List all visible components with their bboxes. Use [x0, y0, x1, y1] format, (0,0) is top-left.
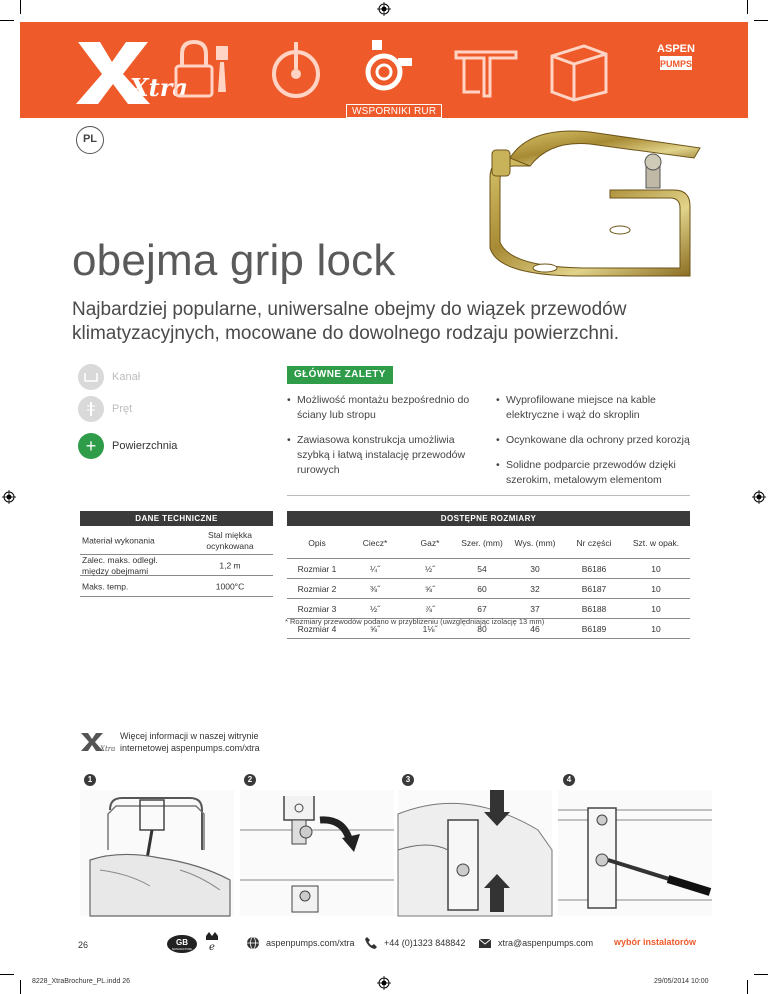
footer-phone[interactable] [364, 936, 465, 950]
benefits-heading: GŁÓWNE ZALETY [287, 366, 393, 384]
step-number: 2 [244, 774, 256, 786]
table-cell: 10 [651, 623, 661, 634]
email-icon [478, 936, 492, 950]
file-slug: 8228_XtraBrochure_PL.indd 26 [32, 978, 131, 985]
registration-mark-icon [2, 490, 16, 504]
svg-text:e: e [209, 942, 215, 953]
page-title: obejma grip lock [72, 236, 396, 285]
table-cell: B6186 [581, 563, 607, 574]
crop-mark [0, 20, 14, 21]
xtra-small-logo [80, 731, 116, 753]
table-cell: Rozmiar 4 [297, 623, 337, 634]
column-header: Wys. (mm) [514, 537, 556, 548]
table-cell: 10 [651, 603, 661, 614]
column-header: Szer. (mm) [461, 537, 503, 548]
benefit-item: • Solidne podparcie przewodów dzięki szerokim, metalowym elementom [496, 458, 696, 488]
table-cell: 46 [530, 623, 540, 634]
plus-icon: + [78, 433, 104, 459]
column-header: Opis [308, 537, 326, 548]
technical-row [80, 577, 273, 597]
padlock-fitting-icon [170, 36, 242, 104]
benefit-item: • Możliwość montażu bezpośrednio do ściany lub stropu [287, 393, 487, 423]
application-label: Powierzchnia [112, 440, 178, 452]
gb-badge-sublabel: MANUFACTURE [172, 948, 192, 951]
footer-website[interactable] [246, 936, 355, 950]
technical-key: Maks. temp. [82, 581, 129, 591]
table-row [287, 579, 690, 599]
website-text: aspenpumps.com/xtra [266, 938, 355, 948]
benefit-item: • Wyprofilowane miejsce na kable elektryczne i wąż do skroplin [496, 393, 696, 423]
table-cell: ⅝˝ [425, 583, 435, 594]
language-badge: PL [76, 126, 104, 154]
table-cell: ⅝˝ [370, 623, 380, 634]
column-header: Nr części [576, 537, 612, 548]
crop-mark [754, 20, 768, 21]
technical-row [80, 527, 273, 555]
technical-value: 1,2 m [219, 560, 241, 570]
pipe-clip-icon [350, 36, 422, 104]
footer-email[interactable] [478, 936, 593, 950]
table-cell: B6188 [581, 603, 607, 614]
xtra-logo [70, 34, 188, 106]
xtra-small-logo-text: Xtra [100, 745, 116, 753]
installer-tagline: wybór instalatorów [614, 937, 697, 947]
registration-mark-icon [377, 976, 391, 990]
step-1-illustration [80, 790, 234, 916]
phone-icon [364, 936, 378, 950]
section-divider [287, 495, 690, 496]
step-number: 1 [84, 774, 96, 786]
crop-mark [20, 0, 21, 14]
date-slug: 29/05/2014 10:00 [654, 978, 709, 985]
crop-mark [20, 980, 21, 994]
page-number: 26 [78, 940, 89, 950]
step-number: 3 [402, 774, 414, 786]
more-info [80, 730, 290, 754]
technical-key: Zalec. maks. odległ. między obejmami [82, 554, 158, 576]
benefit-item: • Zawiasowa konstrukcja umożliwia szybką i łatwą instalację przewodów rurowych [287, 433, 487, 478]
application-label: Pręt [112, 403, 133, 415]
duct-icon [78, 364, 104, 390]
queens-award-icon [202, 930, 222, 956]
benefits-list-right [496, 393, 696, 498]
step-4-illustration [558, 790, 712, 916]
sizes-heading: DOSTĘPNE ROZMIARY [287, 511, 690, 526]
technical-row [80, 556, 273, 576]
step-3-illustration [398, 790, 552, 916]
column-header: Szt. w opak. [632, 537, 680, 548]
table-cell: Rozmiar 3 [297, 603, 337, 614]
xtra-logo-text: Xtra [130, 73, 188, 102]
column-header: Ciecz* [362, 537, 388, 548]
more-info-text: Więcej informacji w naszej witrynie internetowej aspenpumps.com/xtra [120, 731, 260, 753]
table-cell: ⅜˝ [370, 583, 380, 594]
gb-manufacture-badge [166, 934, 198, 954]
step-2-illustration [240, 790, 394, 916]
crop-mark [747, 0, 748, 14]
table-row [287, 599, 690, 619]
sizes-header-row [287, 527, 690, 559]
email-text: xtra@aspenpumps.com [498, 938, 594, 948]
table-cell: Rozmiar 2 [297, 583, 337, 594]
sizes-footnote: * Rozmiary przewodów podano w przybliżeniu (uwzględniając izolację 13 mm) [285, 617, 545, 626]
table-row [287, 559, 690, 579]
gb-badge-label: GB [176, 938, 188, 947]
phone-text: +44 (0)1323 848842 [384, 938, 466, 948]
table-cell: 60 [477, 583, 487, 594]
application-rod [78, 396, 132, 422]
application-label: Kanał [112, 371, 141, 383]
table-cell: 10 [651, 563, 661, 574]
crop-mark [0, 974, 14, 975]
application-surface [78, 433, 177, 459]
table-cell: ½˝ [370, 603, 380, 614]
box-icon [542, 36, 614, 104]
technical-heading: DANE TECHNICZNE [80, 511, 273, 526]
globe-icon [246, 936, 260, 950]
rod-icon [78, 396, 104, 422]
benefits-list-left [287, 393, 487, 488]
table-cell: 32 [530, 583, 540, 594]
page-subtitle: Najbardziej popularne, uniwersalne obejmy do wiązek przewodów klimatyzacyjnych, mocowane do dowolnego rodzaju powierzchni. [72, 299, 627, 344]
column-header: Gaz* [420, 537, 440, 548]
table-cell: B6189 [581, 623, 607, 634]
table-cell: 37 [530, 603, 540, 614]
pulley-icon [260, 36, 332, 104]
registration-mark-icon [752, 490, 766, 504]
table-cell: ⅞˝ [425, 603, 435, 614]
bracket-icon [450, 36, 522, 104]
table-cell: 30 [530, 563, 540, 574]
registration-mark-icon [377, 2, 391, 16]
aspen-logo-line1: ASPEN [657, 43, 695, 55]
technical-value: 1000°C [215, 581, 245, 591]
technical-value: Stal miękka ocynkowana [206, 529, 254, 551]
table-cell: ½˝ [425, 563, 435, 574]
table-cell: 1⅛˝ [422, 623, 438, 634]
step-number: 4 [563, 774, 575, 786]
crop-mark [754, 974, 768, 975]
section-tag: WSPORNIKI RUR [346, 104, 442, 118]
aspen-logo-line2: PUMPS [659, 59, 693, 69]
table-cell: 10 [651, 583, 661, 594]
table-cell: 80 [477, 623, 487, 634]
table-cell: 54 [477, 563, 487, 574]
crop-mark [747, 980, 748, 994]
table-cell: ¼˝ [370, 563, 380, 574]
benefit-item: • Ocynkowane dla ochrony przed korozją [496, 433, 696, 448]
aspen-pumps-logo [656, 38, 696, 86]
application-duct [78, 364, 140, 390]
table-cell: B6187 [581, 583, 607, 594]
grip-lock-clip-image [470, 118, 710, 288]
table-cell: Rozmiar 1 [297, 563, 337, 574]
technical-key: Materiał wykonania [82, 535, 155, 545]
table-cell: 67 [477, 603, 487, 614]
